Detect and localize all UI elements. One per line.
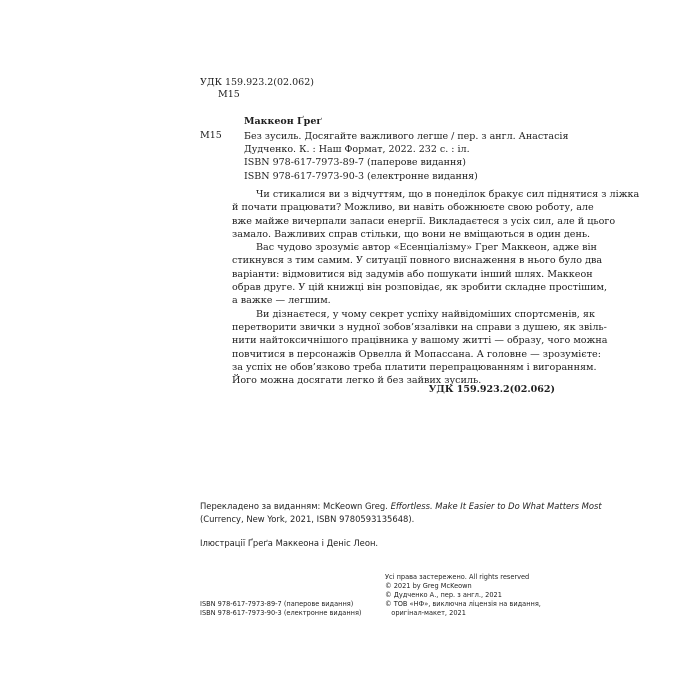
catalog-entry-line: Дудченко. К. : Наш Формат, 2022. 232 с. : іл. [244, 144, 470, 156]
translation-prefix: Перекладено за виданням: McKeown Greg. [200, 501, 391, 511]
annotation-paragraph-3 [232, 308, 608, 388]
annotation-line: а важке — легшим. [232, 295, 331, 307]
annotation-line: за успіх не обов’язково треба платити перепрацюванням і вигоранням. [232, 361, 597, 373]
annotation-line: варіанти: відмовитися від задумів або пошукати інший шлях. Маккеон [232, 268, 593, 280]
udk-code-top: УДК 159.923.2(02.062) [200, 77, 314, 88]
copyright-line: © 2021 by Greg McKeown [385, 582, 472, 590]
annotation-line: Ви дізнаєтеся, у чому секрет успіху найвідоміших спортсменів, як [256, 308, 595, 320]
catalog-entry-line: ISBN 978-617-7973-89-7 (паперове видання) [244, 157, 467, 169]
annotation-line: замало. Важливих справ стільки, що вони не вміщаються в один день. [232, 228, 591, 240]
annotation-paragraph-2 [232, 241, 607, 307]
copyright-line: © Дудченко А., пер. з англ., 2021 [385, 591, 502, 599]
original-title: Effortless. Make It Easier to Do What Matters Most [390, 501, 602, 511]
annotation-line: Вас чудово зрозуміє автор «Есенціалізму» Грег Маккеон, адже він [256, 242, 597, 254]
isbn-block [200, 600, 361, 618]
annotation-line: перетворити звички з нудної зобов’язалівки на справи з душею, як звіль- [232, 321, 607, 333]
copyright-line: оригінал-макет, 2021 [385, 609, 466, 617]
author-code-top: М15 [218, 89, 240, 100]
annotation-line: й почати працювати? Можливо, ви навіть обожнюєте свою роботу, але [232, 202, 594, 214]
annotation-line: стикнувся з тим самим. У ситуації повного виснаження в нього було два [232, 255, 603, 267]
annotation-line: Чи стикалися ви з відчуттям, що в понеділок бракує сил піднятися з ліжка [256, 189, 640, 200]
annotation-line: вже майже вичерпали запаси енергії. Викладаєтеся з усіх сил, але й цього [232, 215, 616, 227]
translation-source [200, 500, 602, 526]
annotation-paragraph-1 [232, 188, 640, 241]
copyright-line: © ТОВ «НФ», виключна ліцензія на видання, [385, 600, 541, 608]
translation-line [200, 500, 602, 513]
catalog-entry [244, 130, 569, 183]
book-annotation [232, 188, 640, 387]
catalog-entry-line: ISBN 978-617-7973-90-3 (електронне видання) [244, 170, 478, 182]
illustrations-credit: Ілюстрації Ґреґа Маккеона і Деніс Леон. [200, 538, 379, 548]
annotation-line: нити найтоксичнішого працівника у вашому житті — образу, чого можна [232, 335, 608, 347]
isbn-line: ISBN 978-617-7973-89-7 (паперове видання) [200, 600, 354, 608]
isbn-line: ISBN 978-617-7973-90-3 (електронне видання) [200, 609, 362, 617]
copyright-block [385, 573, 541, 618]
translation-line: (Currency, New York, 2021, ISBN 9780593135648). [200, 514, 415, 524]
catalog-entry-line: Без зусиль. Досягайте важливого легше / пер. з англ. Анастасія [244, 131, 569, 142]
annotation-line: Його можна досягати легко й без зайвих зусиль. [232, 375, 482, 387]
author-name: Маккеон Ґреґ [244, 116, 323, 127]
annotation-line: повчитися в персонажів Орвелла й Мопассана. А головне — зрозумієте: [232, 348, 601, 360]
author-code: М15 [200, 130, 222, 141]
udk-code-bottom: УДК 159.923.2(02.062) [428, 384, 555, 395]
copyright-line: Усі права застережено. All rights reserved [385, 573, 530, 581]
annotation-line: обрав друге. У цій книжці він розповідає, як зробити складне простішим, [232, 282, 607, 294]
